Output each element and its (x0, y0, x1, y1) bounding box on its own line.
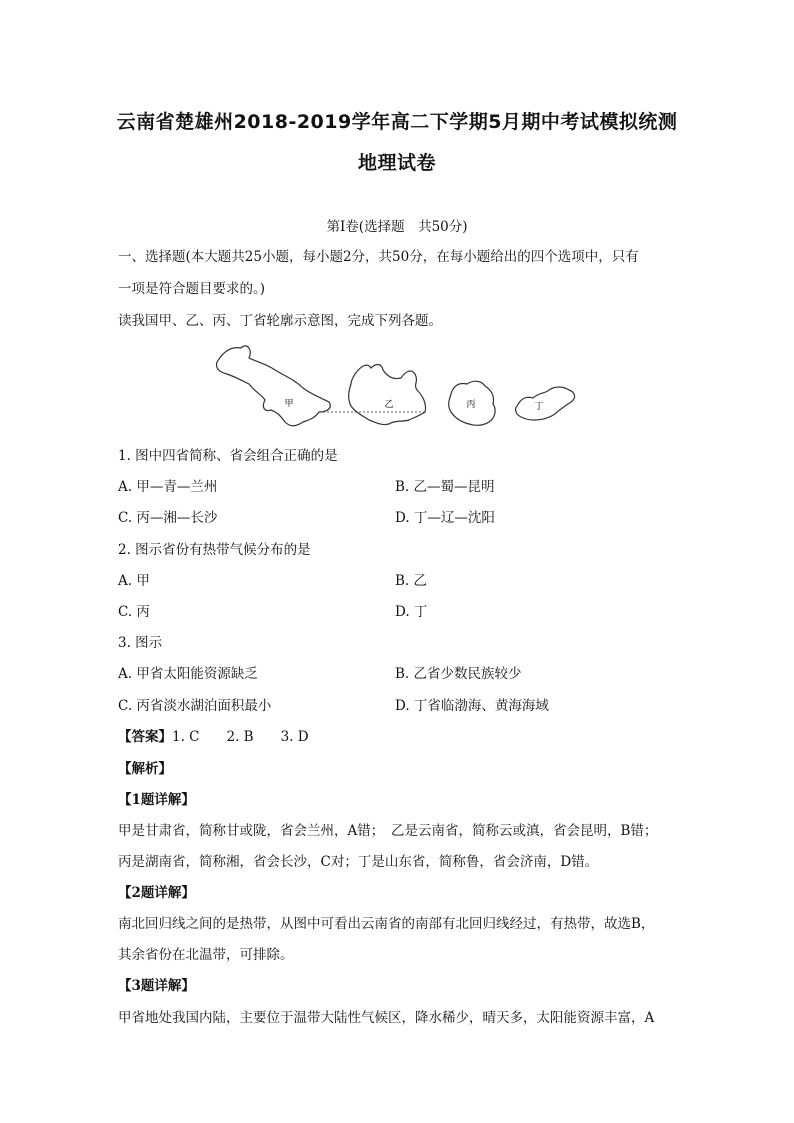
q3-option-c: C. 丙省淡水湖泊面积最小 (118, 698, 272, 714)
q2-option-c: C. 丙 (118, 604, 150, 620)
question-3-stem: 3. 图示 (118, 635, 163, 651)
answer-row (118, 728, 309, 746)
detail-2-line2: 其余省份在北温带，可排除。 (118, 947, 294, 963)
q3-option-d: D. 丁省临渤海、黄海海域 (395, 698, 549, 714)
detail-2-line1: 南北回归线之间的是热带，从图中可看出云南省的南部有北回归线经过，有热带，故选B， (118, 916, 655, 932)
answer-label: 【答案】 (118, 729, 172, 745)
instructions-line2: 一项是符合题目要求的。) (118, 281, 266, 297)
label-ding: 丁 (534, 402, 544, 412)
detail-1-label: 【1题详解】 (118, 792, 195, 808)
q2-option-b: B. 乙 (395, 573, 428, 589)
detail-1-line1: 甲是甘肃省，简称甘或陇，省会兰州，A错； 乙是云南省，简称云或滇，省会昆明，B错； (118, 823, 658, 839)
detail-2-label: 【2题详解】 (118, 885, 195, 901)
answer-text: 1. C 2. B 3. D (172, 729, 309, 745)
q2-option-a: A. 甲 (118, 573, 150, 589)
document-title-line1: 云南省楚雄州2018-2019学年高二下学期5月期中考试模拟统测 (116, 111, 678, 133)
q1-option-b: B. 乙—蜀—昆明 (395, 479, 495, 495)
section-heading: 第Ⅰ卷(选择题 共50分) (326, 219, 468, 235)
province-outline-map (205, 340, 595, 435)
label-bing: 丙 (466, 400, 476, 410)
question-2-stem: 2. 图示省份有热带气候分布的是 (118, 542, 311, 558)
q3-option-b: B. 乙省少数民族较少 (395, 666, 522, 682)
question-1-stem: 1. 图中四省简称、省会组合正确的是 (118, 448, 338, 464)
label-yi: 乙 (384, 400, 394, 410)
detail-1-line2: 丙是湖南省，简称湘，省会长沙，C对；丁是山东省，简称鲁，省会济南，D错。 (118, 854, 599, 870)
q3-option-a: A. 甲省太阳能资源缺乏 (118, 666, 258, 682)
province-yi-outline (349, 365, 426, 425)
analysis-label: 【解析】 (118, 761, 172, 777)
map-intro: 读我国甲、乙、丙、丁省轮廓示意图，完成下列各题。 (118, 313, 442, 329)
q2-option-d: D. 丁 (395, 604, 428, 620)
detail-3-line1: 甲省地处我国内陆，主要位于温带大陆性气候区，降水稀少，晴天多，太阳能资源丰富，A (118, 1010, 655, 1026)
q1-option-c: C. 丙—湘—长沙 (118, 510, 218, 526)
document-title-line2: 地理试卷 (357, 152, 436, 174)
detail-3-label: 【3题详解】 (118, 978, 195, 994)
province-ding-outline (516, 387, 575, 420)
q1-option-a: A. 甲—青—兰州 (118, 479, 218, 495)
q1-option-d: D. 丁—辽—沈阳 (395, 510, 495, 526)
instructions-line1: 一、选择题(本大题共25小题，每小题2分，共50分，在每小题给出的四个选项中，只有 (118, 249, 639, 265)
label-jia: 甲 (284, 399, 294, 409)
province-jia-outline (216, 346, 330, 426)
